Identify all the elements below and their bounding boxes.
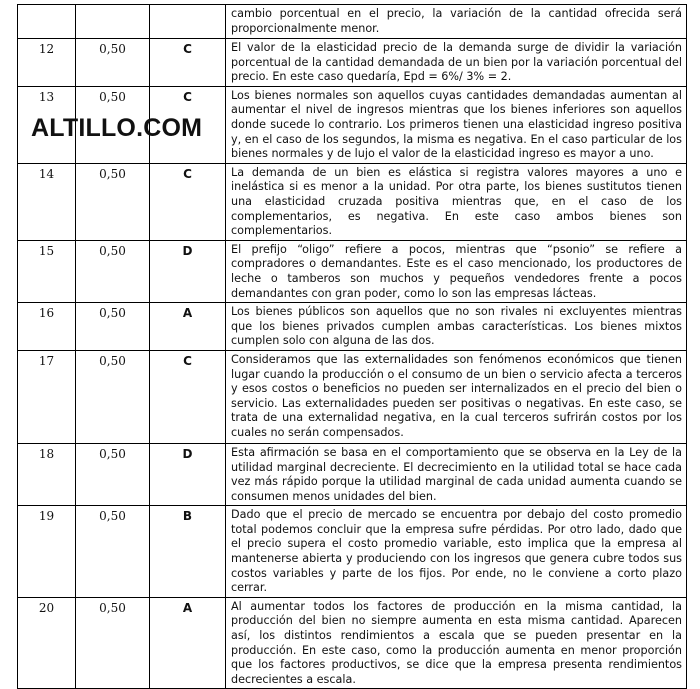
row-answer: C xyxy=(150,350,226,443)
table-row xyxy=(18,303,687,351)
row-points-cell xyxy=(76,5,150,39)
row-answer: D xyxy=(150,240,226,302)
table-row xyxy=(18,506,687,598)
row-explanation: Dado que el precio de mercado se encuentra por debajo del costo promedio total podemos concluir que la empresa sufre pérdidas. Por otro lado, dado que el precio supera el costo promedio variable, esto implica que la empresa al mantenerse abierta y produciendo con los ingresos que genera cubre todos sus costos variables y parte de los fijos. Por ende, no le conviene a corto plazo cerrar. xyxy=(226,506,687,598)
row-number: 14 xyxy=(18,163,76,240)
watermark-logo: ALTILLO.COM xyxy=(31,114,203,142)
row-explanation: Esta afirmación se basa en el comportamiento que se observa en la Ley de la utilidad marginal decreciente. El decrecimiento en la utilidad total se hace cada vez más rápido porque la utilidad marginal de cada unidad aumenta cuando se consumen menos unidades del bien. xyxy=(226,443,687,505)
table-row xyxy=(18,597,687,689)
row-points: 0,50 xyxy=(76,506,150,598)
row-answer-cell xyxy=(150,5,226,39)
row-explanation: La demanda de un bien es elástica si registra valores mayores a uno e inelástica si es menor a la unidad. Por otra parte, los bienes sustitutos tienen una elasticidad cruzada positiva mientras que, en el caso de los complementarios, es negativa. En este caso ambos bienes son complementarios. xyxy=(226,163,687,240)
row-answer: D xyxy=(150,443,226,505)
row-number: 13 xyxy=(18,86,76,163)
row-answer: A xyxy=(150,303,226,351)
row-answer: C xyxy=(150,86,226,163)
row-points: 0,50 xyxy=(76,240,150,302)
answers-table-body xyxy=(18,5,687,689)
row-number: 12 xyxy=(18,39,76,87)
table-row-continuation xyxy=(18,5,687,39)
row-explanation: Los bienes normales son aquellos cuyas cantidades demandadas aumentan al aumentar el nivel de ingresos mientras que los bienes inferiores son aquellos donde sucede lo contrario. Los primeros tienen una elasticidad ingreso positiva y, en el caso de los segundos, la misma es negativa. En el caso particular de los bienes normales y de lujo el valor de la elasticidad ingreso es mayor a uno. xyxy=(226,86,687,163)
table-row xyxy=(18,39,687,87)
row-points: 0,50 xyxy=(76,350,150,443)
row-number: 16 xyxy=(18,303,76,351)
row-answer: C xyxy=(150,163,226,240)
row-points: 0,50 xyxy=(76,86,150,163)
table-row xyxy=(18,240,687,302)
row-explanation: El valor de la elasticidad precio de la demanda surge de dividir la variación porcentual de la cantidad demandada de un bien por la variación porcentual del precio. En este caso quedaría, Epd = 6%/ 3% = 2. xyxy=(226,39,687,87)
row-number: 20 xyxy=(18,597,76,689)
row-number: 18 xyxy=(18,443,76,505)
row-explanation: El prefijo “oligo” refiere a pocos, mientras que “psonio” se refiere a compradores o demandantes. Este es el caso mencionado, los productores de leche o tamberos son muchos y pequeños vendedores frente a pocos demandantes con gran poder, como lo son las empresas lácteas. xyxy=(226,240,687,302)
row-explanation: Al aumentar todos los factores de producción en la misma cantidad, la producción del bien no siempre aumenta en esta misma cantidad. Aparecen así, los distintos rendimientos a escala que se pueden presentar en la producción. En este caso, como la producción aumenta en menor proporción que los factores productivos, se dice que la empresa presenta rendimientos decrecientes a escala. xyxy=(226,597,687,689)
row-points: 0,50 xyxy=(76,39,150,87)
row-points: 0,50 xyxy=(76,163,150,240)
answers-table xyxy=(17,4,687,689)
row-points: 0,50 xyxy=(76,597,150,689)
row-points: 0,50 xyxy=(76,443,150,505)
row-number: 15 xyxy=(18,240,76,302)
row-answer: B xyxy=(150,506,226,598)
row-answer: A xyxy=(150,597,226,689)
table-row xyxy=(18,163,687,240)
row-number-cell xyxy=(18,5,76,39)
row-explanation: Consideramos que las externalidades son fenómenos económicos que tienen lugar cuando la producción o el consumo de un bien o servicio afecta a terceros y esos costos o beneficios no pueden ser internalizados en el precio del bien o servicio. Las externalidades pueden ser positivas o negativas. En este caso, se trata de una externalidad negativa, en la cual terceros sufrirán costos por los cuales no serán compensados. xyxy=(226,350,687,443)
row-answer: C xyxy=(150,39,226,87)
row-number: 19 xyxy=(18,506,76,598)
row-points: 0,50 xyxy=(76,303,150,351)
row-number: 17 xyxy=(18,350,76,443)
table-row xyxy=(18,350,687,443)
row-explanation: cambio porcentual en el precio, la variación de la cantidad ofrecida será proporcionalmente menor. xyxy=(226,5,687,39)
row-explanation: Los bienes públicos son aquellos que no son rivales ni excluyentes mientras que los bienes privados cumplen ambas características. Los bienes mixtos cumplen solo con alguna de las dos. xyxy=(226,303,687,351)
table-row xyxy=(18,443,687,505)
